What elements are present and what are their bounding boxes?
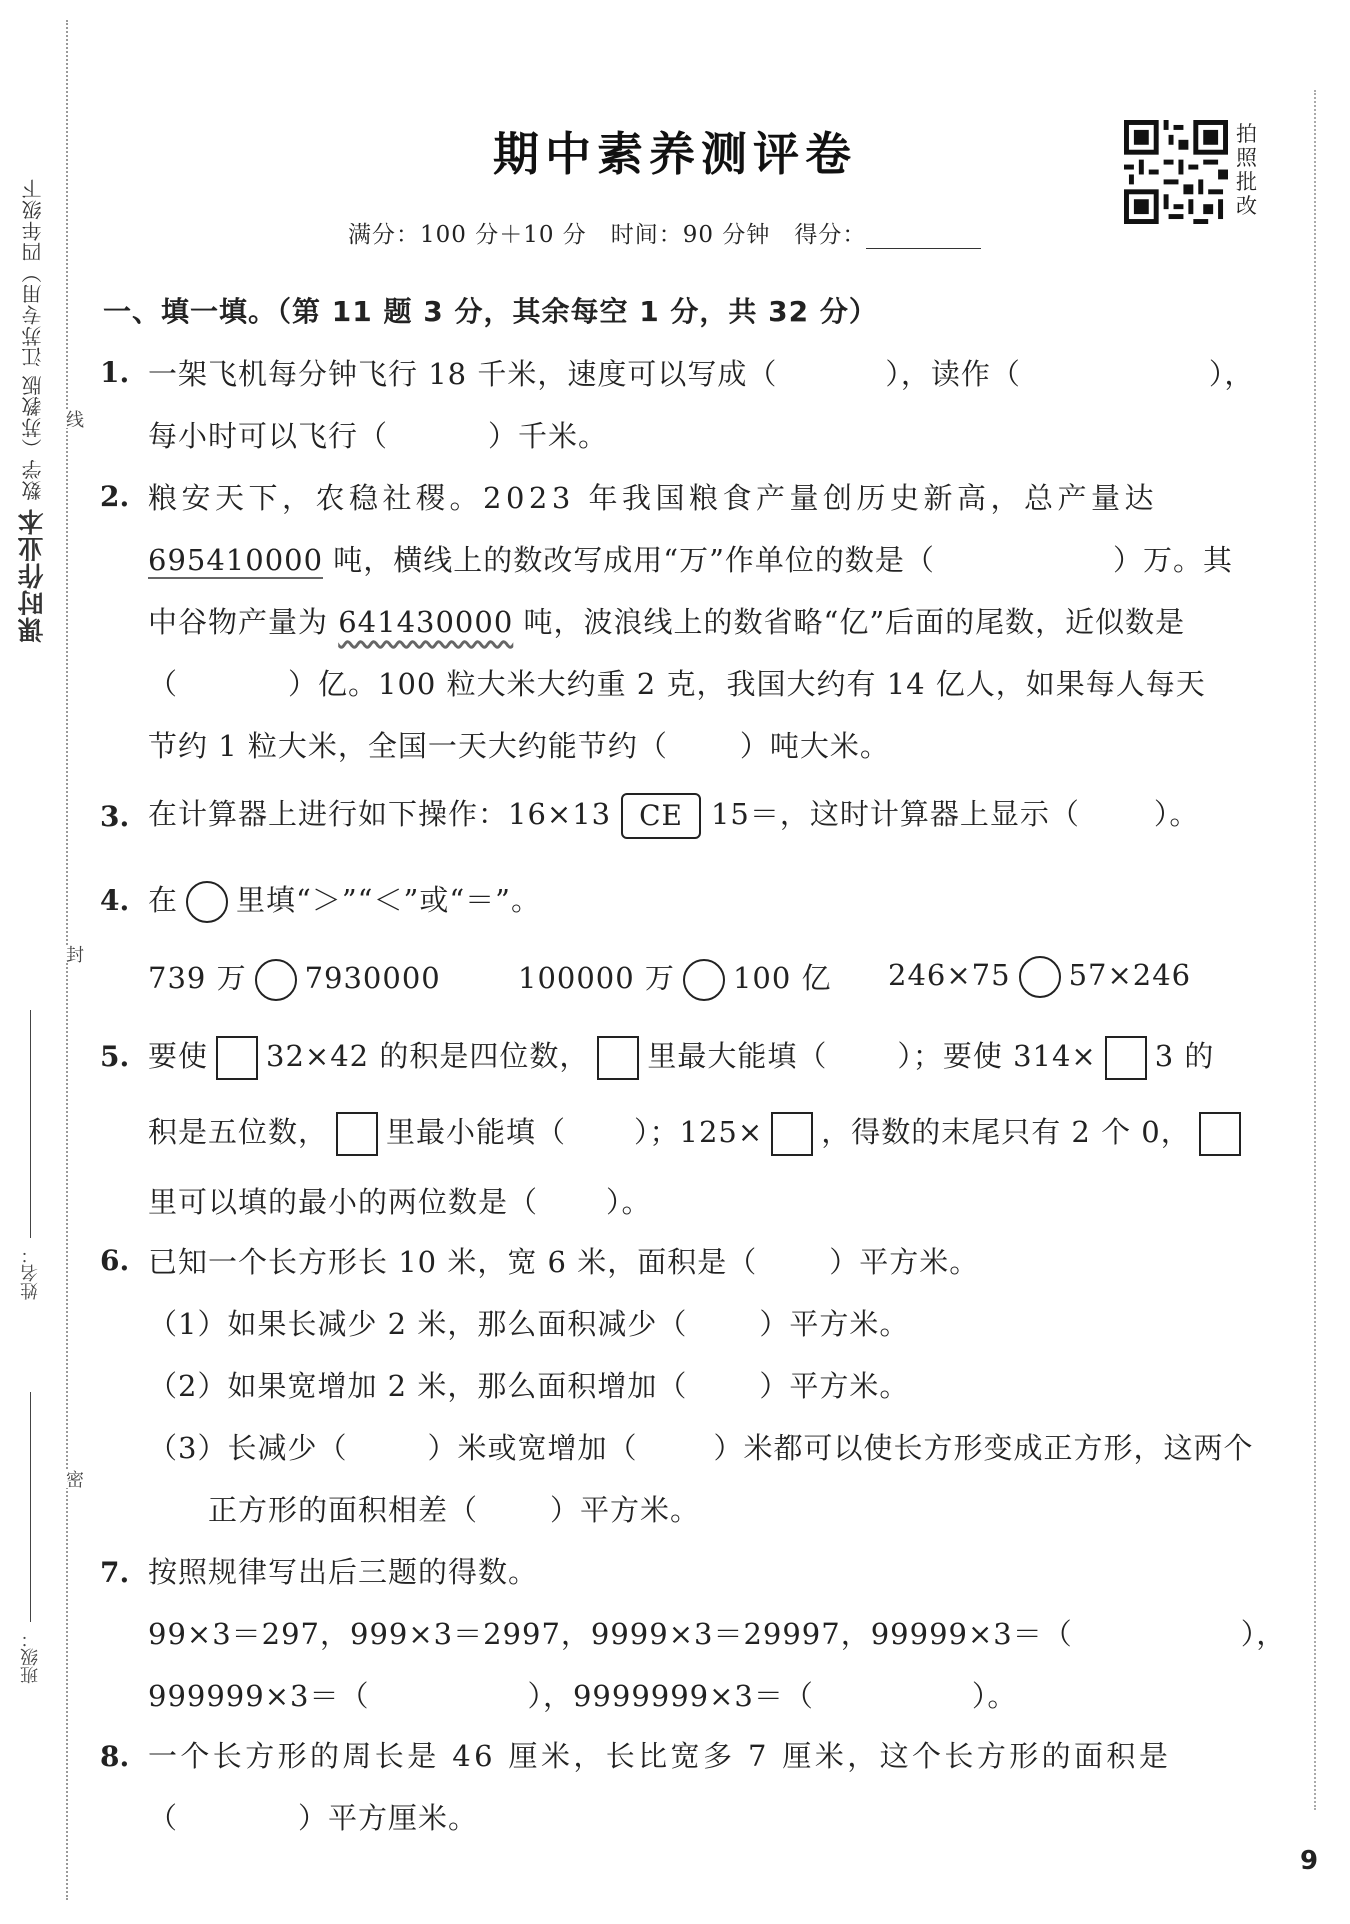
q2-line4: （ ）亿。100 粒大米大约重 2 克，我国大约有 14 亿人，如果每人每天 — [148, 667, 1206, 701]
class-blank[interactable] — [30, 1392, 31, 1622]
dense-mark: 密 — [60, 1470, 86, 1488]
q2-line5: 节约 1 粒大米，全国一天大约能节约（ ）吨大米。 — [148, 729, 890, 763]
qr-label: 拍照批改 — [1236, 122, 1257, 218]
underlined-number: 695410000 — [148, 543, 324, 577]
q7-line2: 99×3＝297，999×3＝2997，9999×3＝29997，99999×3＝（ ）， — [148, 1617, 1287, 1651]
q6-sub3-cont: 正方形的面积相差（ ）平方米。 — [208, 1493, 701, 1527]
compare-circle[interactable] — [1019, 956, 1061, 998]
score-blank[interactable] — [866, 224, 981, 249]
q4-compare-2: 100000 万 100 亿 — [518, 956, 832, 1001]
question-number: 1. — [100, 356, 130, 389]
digit-box[interactable] — [336, 1112, 378, 1156]
digit-box[interactable] — [771, 1112, 813, 1156]
digit-box[interactable] — [1199, 1112, 1241, 1156]
question-number: 4. — [100, 884, 130, 917]
q6-sub2: （2）如果宽增加 2 米，那么面积增加（ ）平方米。 — [148, 1369, 910, 1403]
circle-icon — [186, 881, 228, 923]
q5-line1: 要使 32×42 的积是四位数， 里最大能填（ ）；要使 314× 3 的 — [148, 1034, 1214, 1080]
q4-compare-1: 739 万 7930000 — [148, 956, 441, 1001]
q8-line1: 一个长方形的周长是 46 厘米，长比宽多 7 厘米，这个长方形的面积是 — [148, 1739, 1172, 1773]
compare-circle[interactable] — [683, 959, 725, 1001]
section-heading: 一、填一填。（第 11 题 3 分，其余每空 1 分，共 32 分） — [103, 295, 878, 328]
name-blank[interactable] — [30, 1010, 31, 1238]
seal-mark: 封 — [60, 945, 86, 963]
question-number: 3. — [100, 800, 130, 833]
q8-line2: （ ）平方厘米。 — [148, 1801, 479, 1835]
q4-compare-3: 246×75 57×246 — [888, 956, 1191, 998]
exam-meta: 满分：100 分＋10 分 时间：90 分钟 得分： — [348, 216, 981, 249]
q2-line3: 中谷物产量为 641430000 吨，波浪线上的数省略“亿”后面的尾数，近似数是 — [148, 605, 1186, 639]
digit-box[interactable] — [597, 1036, 639, 1080]
q1-line1: 一架飞机每分钟飞行 18 千米，速度可以写成（ ），读作（ ）， — [148, 357, 1255, 391]
q1-line2: 每小时可以飞行（ ）千米。 — [148, 419, 609, 453]
page-number: 9 — [1300, 1846, 1319, 1876]
q7-line1: 按照规律写出后三题的得数。 — [148, 1555, 539, 1589]
q3-line: 在计算器上进行如下操作：16×13 CE 15＝，这时计算器上显示（ ）。 — [148, 792, 1199, 839]
q2-line1: 粮安天下，农稳社稷。2023 年我国粮食产量创历史新高，总产量达 — [148, 481, 1159, 515]
question-number: 7. — [100, 1556, 130, 1589]
right-dotted-line — [1314, 90, 1316, 1810]
question-number: 5. — [100, 1040, 130, 1073]
compare-circle[interactable] — [255, 959, 297, 1001]
q6-sub3: （3）长减少（ ）米或宽增加（ ）米都可以使长方形变成正方形，这两个 — [148, 1431, 1254, 1465]
q6-line1: 已知一个长方形长 10 米，宽 6 米，面积是（ ）平方米。 — [148, 1245, 980, 1279]
q5-line3: 里可以填的最小的两位数是（ ）。 — [148, 1185, 652, 1219]
binding-margin — [0, 0, 90, 1924]
question-number: 8. — [100, 1740, 130, 1773]
ce-key: CE — [621, 793, 701, 839]
qr-code-icon[interactable] — [1124, 120, 1228, 224]
digit-box[interactable] — [216, 1036, 258, 1080]
cut-line-mark: 线 — [60, 410, 86, 428]
q4-line1: 在 里填“＞”“＜”或“＝”。 — [148, 878, 541, 923]
page-title: 期中素养测评卷 — [493, 127, 857, 181]
digit-box[interactable] — [1105, 1036, 1147, 1080]
question-number: 6. — [100, 1244, 130, 1277]
series-title: 课时作业本 数学（苏教版 江苏专用）四年级下 — [18, 178, 48, 643]
class-label: 班级： — [20, 1630, 41, 1684]
name-label: 姓名： — [20, 1246, 41, 1300]
question-number: 2. — [100, 480, 130, 513]
q2-line2: 695410000 吨，横线上的数改写成用“万”作单位的数是（ ）万。其 — [148, 543, 1233, 577]
q6-sub1: （1）如果长减少 2 米，那么面积减少（ ）平方米。 — [148, 1307, 910, 1341]
q5-line2: 积是五位数， 里最小能填（ ）；125× ，得数的末尾只有 2 个 0， — [148, 1110, 1249, 1156]
wavy-number: 641430000 — [338, 605, 514, 639]
q7-line3: 999999×3＝（ ），9999999×3＝（ ）。 — [148, 1679, 1018, 1713]
